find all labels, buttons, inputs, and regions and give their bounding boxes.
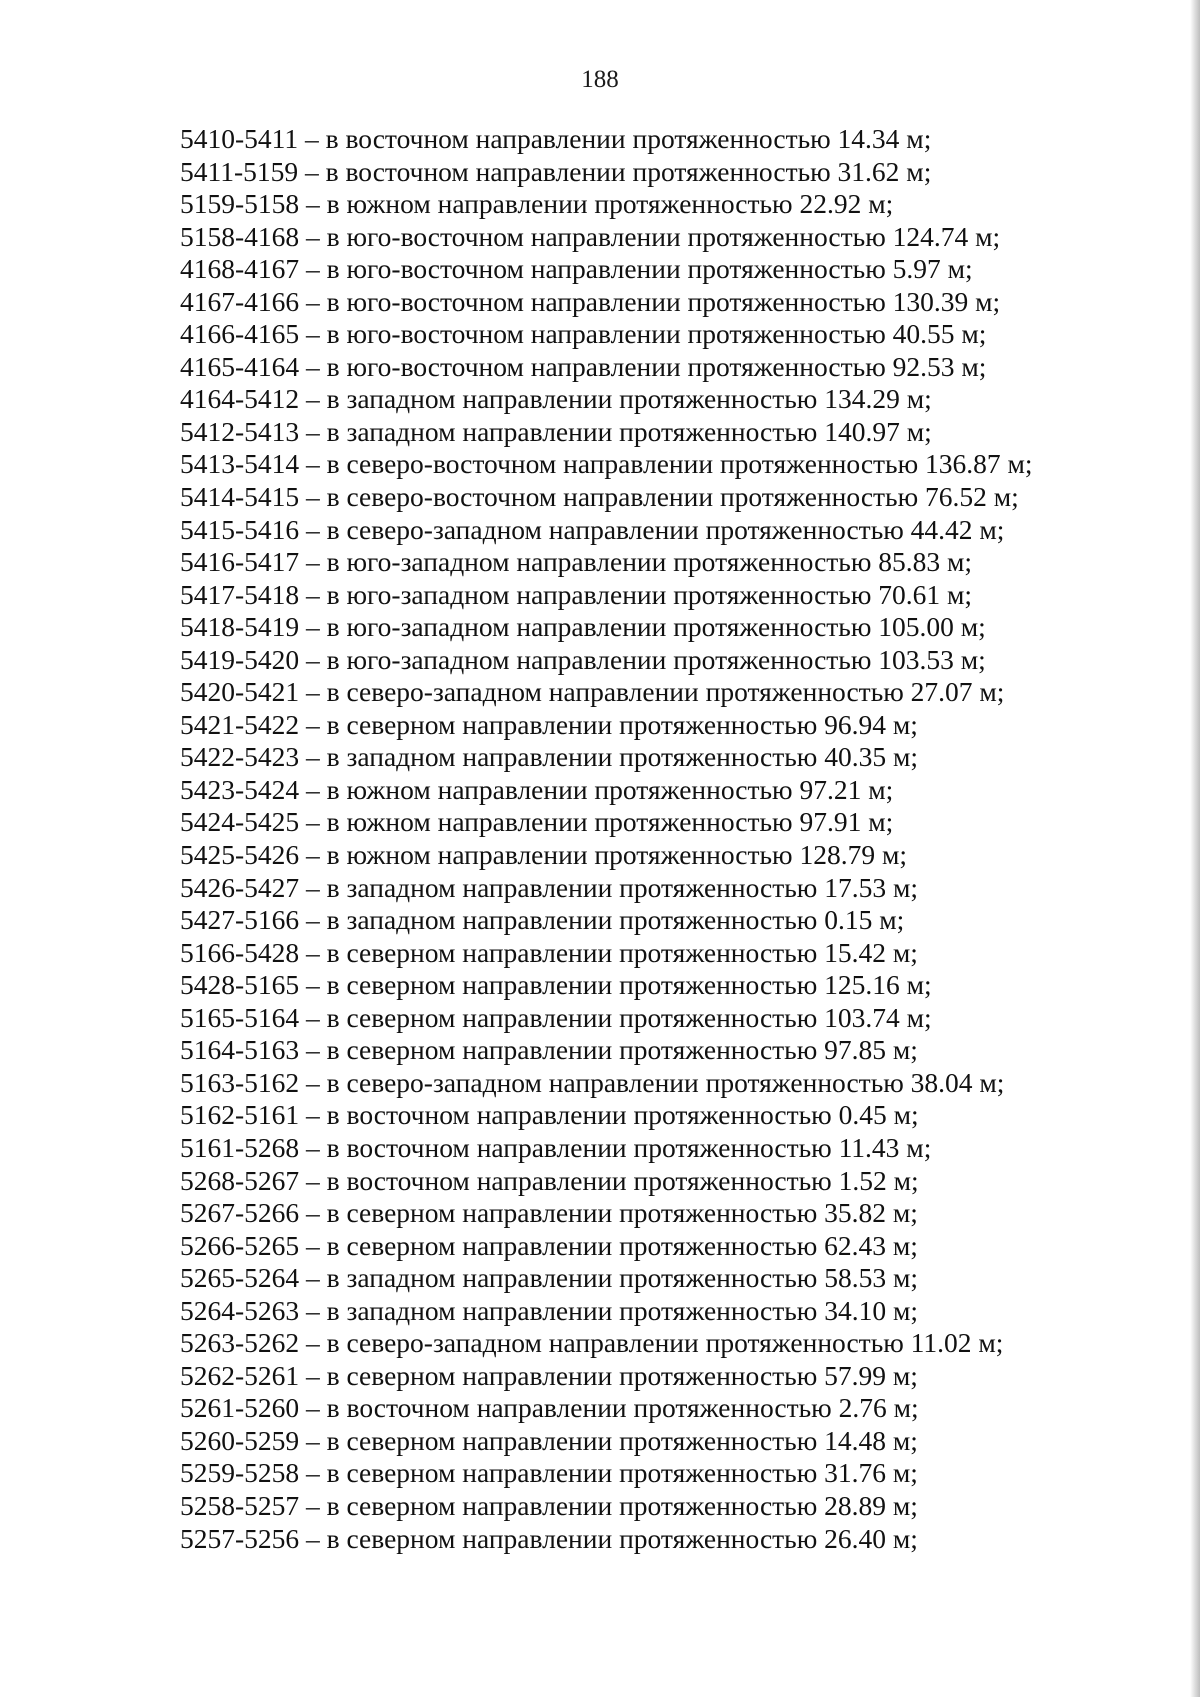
boundary-segment-line: 5421-5422 – в северном направлении протяженностью 96.94 м;	[180, 708, 918, 740]
boundary-segment-line: 5415-5416 – в северо-западном направлении протяженностью 44.42 м;	[180, 513, 1005, 545]
boundary-segment-line: 5266-5265 – в северном направлении протяженностью 62.43 м;	[180, 1229, 918, 1261]
boundary-segment-line: 5165-5164 – в северном направлении протяженностью 103.74 м;	[180, 1001, 932, 1033]
scan-edge-shadow	[1190, 0, 1200, 1697]
boundary-segment-line: 5425-5426 – в южном направлении протяженностью 128.79 м;	[180, 839, 908, 871]
boundary-segment-line: 5427-5166 – в западном направлении протяженностью 0.15 м;	[180, 904, 905, 936]
boundary-segment-line: 5262-5261 – в северном направлении протяженностью 57.99 м;	[180, 1359, 918, 1391]
boundary-segment-line: 5426-5427 – в западном направлении протяженностью 17.53 м;	[180, 871, 919, 903]
boundary-segment-line: 5265-5264 – в западном направлении протяженностью 58.53 м;	[180, 1262, 919, 1294]
boundary-description-list	[180, 123, 1180, 1555]
boundary-segment-line: 4165-4164 – в юго-восточном направлении протяженностью 92.53 м;	[180, 350, 987, 382]
page-number: 188	[581, 66, 619, 93]
boundary-segment-line: 5258-5257 – в северном направлении протяженностью 28.89 м;	[180, 1489, 918, 1521]
boundary-segment-line: 5420-5421 – в северо-западном направлении протяженностью 27.07 м;	[180, 676, 1005, 708]
boundary-segment-line: 5411-5159 – в восточном направлении протяженностью 31.62 м;	[180, 155, 932, 187]
boundary-segment-line: 5159-5158 – в южном направлении протяженностью 22.92 м;	[180, 188, 894, 220]
boundary-segment-line: 5422-5423 – в западном направлении протяженностью 40.35 м;	[180, 741, 919, 773]
boundary-segment-line: 5164-5163 – в северном направлении протяженностью 97.85 м;	[180, 1034, 918, 1066]
boundary-segment-line: 5416-5417 – в юго-западном направлении протяженностью 85.83 м;	[180, 546, 973, 578]
boundary-segment-line: 5412-5413 – в западном направлении протяженностью 140.97 м;	[180, 415, 932, 447]
boundary-segment-line: 5257-5256 – в северном направлении протяженностью 26.40 м;	[180, 1522, 918, 1554]
boundary-segment-line: 5163-5162 – в северо-западном направлении протяженностью 38.04 м;	[180, 1066, 1005, 1098]
boundary-segment-line: 5158-4168 – в юго-восточном направлении протяженностью 124.74 м;	[180, 220, 1001, 252]
boundary-segment-line: 4166-4165 – в юго-восточном направлении протяженностью 40.55 м;	[180, 318, 987, 350]
boundary-segment-line: 4164-5412 – в западном направлении протяженностью 134.29 м;	[180, 383, 932, 415]
boundary-segment-line: 5417-5418 – в юго-западном направлении протяженностью 70.61 м;	[180, 578, 973, 610]
boundary-segment-line: 5259-5258 – в северном направлении протяженностью 31.76 м;	[180, 1457, 918, 1489]
boundary-segment-line: 5428-5165 – в северном направлении протяженностью 125.16 м;	[180, 969, 932, 1001]
boundary-segment-line: 5161-5268 – в восточном направлении протяженностью 11.43 м;	[180, 1131, 932, 1163]
boundary-segment-line: 5418-5419 – в юго-западном направлении протяженностью 105.00 м;	[180, 611, 986, 643]
boundary-segment-line: 5414-5415 – в северо-восточном направлении протяженностью 76.52 м;	[180, 481, 1019, 513]
boundary-segment-line: 5413-5414 – в северо-восточном направлении протяженностью 136.87 м;	[180, 448, 1033, 480]
boundary-segment-line: 5263-5262 – в северо-западном направлении протяженностью 11.02 м;	[180, 1327, 1004, 1359]
boundary-segment-line: 5268-5267 – в восточном направлении протяженностью 1.52 м;	[180, 1164, 919, 1196]
boundary-segment-line: 4167-4166 – в юго-восточном направлении протяженностью 130.39 м;	[180, 285, 1001, 317]
boundary-segment-line: 5166-5428 – в северном направлении протяженностью 15.42 м;	[180, 936, 918, 968]
boundary-segment-line: 5424-5425 – в южном направлении протяженностью 97.91 м;	[180, 806, 894, 838]
boundary-segment-line: 5419-5420 – в юго-западном направлении протяженностью 103.53 м;	[180, 643, 986, 675]
boundary-segment-line: 5423-5424 – в южном направлении протяженностью 97.21 м;	[180, 773, 894, 805]
boundary-segment-line: 5162-5161 – в восточном направлении протяженностью 0.45 м;	[180, 1099, 919, 1131]
boundary-segment-line: 5260-5259 – в северном направлении протяженностью 14.48 м;	[180, 1424, 918, 1456]
boundary-segment-line: 5264-5263 – в западном направлении протяженностью 34.10 м;	[180, 1294, 919, 1326]
boundary-segment-line: 5267-5266 – в северном направлении протяженностью 35.82 м;	[180, 1197, 918, 1229]
boundary-segment-line: 5261-5260 – в восточном направлении протяженностью 2.76 м;	[180, 1392, 919, 1424]
boundary-segment-line: 5410-5411 – в восточном направлении протяженностью 14.34 м;	[180, 123, 932, 154]
boundary-segment-line: 4168-4167 – в юго-восточном направлении протяженностью 5.97 м;	[180, 253, 973, 285]
